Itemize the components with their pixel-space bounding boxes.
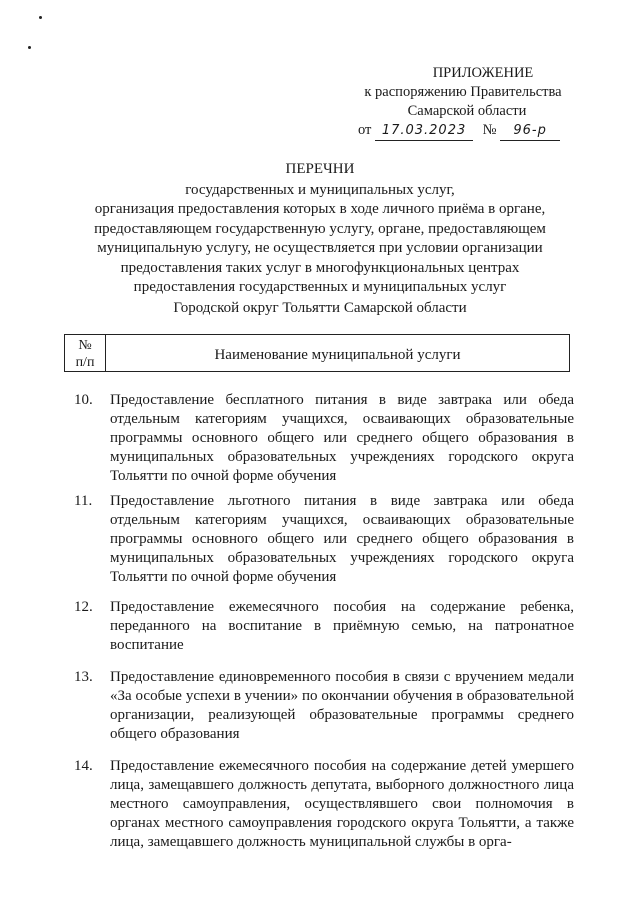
subtitle-line: предоставляющем государственную услугу, органе, предоставляющем — [94, 220, 546, 237]
from-label: от — [358, 122, 372, 138]
scan-speck — [39, 16, 42, 19]
table-header — [64, 334, 570, 372]
appendix-date-line — [356, 121, 566, 141]
appendix-title: ПРИЛОЖЕНИЕ — [432, 65, 534, 81]
item-number: 12. — [74, 599, 93, 615]
appendix-block — [356, 64, 566, 141]
handwritten-date: 17.03.2023 — [375, 121, 473, 141]
list-item — [74, 492, 574, 587]
list-item — [74, 668, 574, 744]
handwritten-number: 96-р — [500, 121, 560, 141]
col-number-abbr: п/п — [75, 355, 95, 370]
item-text: Предоставление ежемесячного пособия на содержание ребенка, переданного на воспитание в приёмную семью, на патронатное воспитание — [110, 599, 574, 653]
list-item — [74, 757, 574, 852]
region-heading: Городской округ Тольятти Самарской области — [173, 300, 467, 316]
item-number: 13. — [74, 669, 93, 685]
table-col-service-name: Наименование муниципальной услуги — [214, 346, 461, 363]
subtitle-line: предоставления таких услуг в многофункциональных центрах — [120, 259, 520, 276]
table-col-number — [65, 335, 106, 371]
subtitle-line: организация предоставления которых в ходе личного приёма в органе, — [94, 201, 546, 217]
scan-speck — [28, 46, 31, 49]
item-text: Предоставление бесплатного питания в виде завтрака или обеда отдельным категориям учащихся, осваивающих образовательные программы основного общего или среднего общего образования в муниципальных образовательных учреждениях городского округа Тольятти по очной форме обучения — [110, 392, 574, 484]
col-number-symbol: № — [78, 338, 92, 353]
subtitle-line: государственных и муниципальных услуг, — [185, 181, 455, 198]
item-text: Предоставление единовременного пособия в связи с вручением медали «За особые успехи в учении» по окончании обучения в образовательной организации, реализующей образовательные программы среднего общего образования — [110, 669, 574, 742]
item-number: 11. — [74, 493, 93, 509]
item-number: 10. — [74, 392, 93, 408]
document-title-block — [60, 160, 580, 298]
subtitle-line: предоставления государственных и муниципальных услуг — [133, 279, 507, 295]
number-label: № — [482, 122, 497, 138]
list-item — [74, 598, 574, 655]
appendix-line-1: к распоряжению Правительства — [364, 84, 562, 100]
document-title: ПЕРЕЧНИ — [285, 161, 355, 177]
list-item — [74, 391, 574, 486]
item-text: Предоставление льготного питания в виде завтрака или обеда отдельным категориям учащихся, осваивающих образовательные программы основного общего или среднего общего образования в муниципальных образовательных учреждениях городского округа Тольятти по очной форме обучения — [110, 493, 574, 585]
item-number: 14. — [74, 758, 93, 774]
subtitle-line: муниципальную услугу, не осуществляется при условии организации — [97, 240, 543, 256]
item-text: Предоставление ежемесячного пособия на содержание детей умершего лица, замещавшего должность депутата, выборного должностного лица местного самоуправления, осуществлявшего свои полномочия в органах местного самоуправления городского округа Тольятти, а также лица, замещавшего должность муниципальной службы в орга- — [110, 758, 574, 850]
appendix-line-2: Самарской области — [407, 103, 527, 119]
